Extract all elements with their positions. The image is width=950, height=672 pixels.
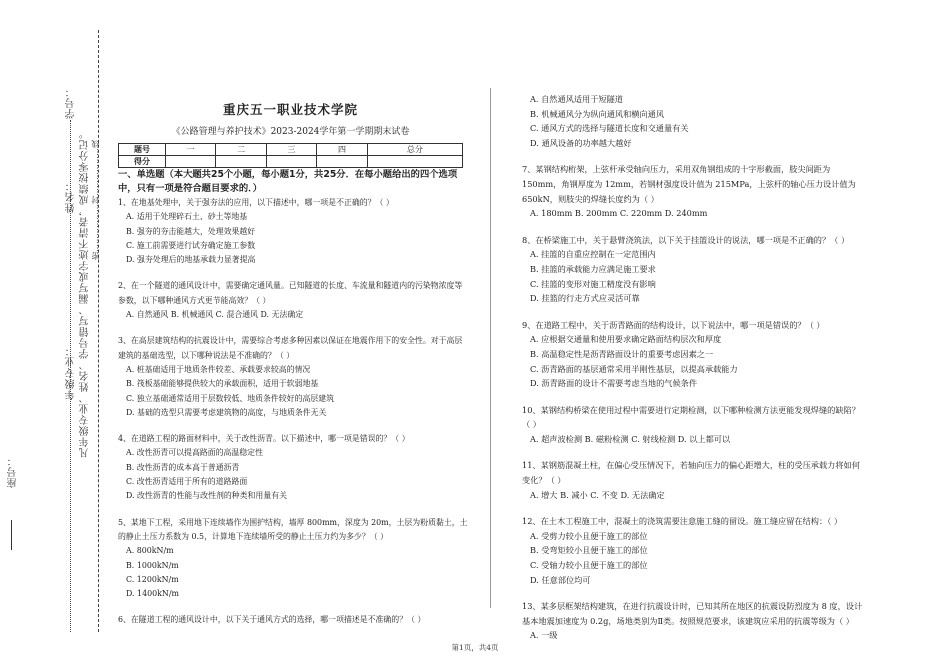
column-divider	[490, 88, 491, 608]
score-cell: 得分	[119, 156, 166, 168]
answer-option[interactable]: A. 增大 B. 减小 C. 不变 D. 无法确定	[530, 489, 665, 500]
question-item	[522, 233, 867, 306]
question-item	[522, 318, 867, 391]
answer-option[interactable]: A. 改性沥青可以提高路面的高温稳定性	[126, 448, 263, 458]
binding-dashed-line	[98, 30, 99, 632]
answer-option[interactable]: A. 一级	[530, 630, 558, 641]
question-stem: 5、某地下工程，采用地下连续墙作为围护结构，墙厚 800mm，深度为 20m，土层为粉质黏土，土的静止土压力系数为 0.5，计算地下连续墙所受的静止土压力约为多少？（ ）	[118, 517, 468, 541]
score-cell[interactable]	[216, 156, 266, 168]
answer-option[interactable]: A. 自然通风 B. 机械通风 C. 混合通风 D. 无法确定	[126, 310, 304, 320]
answer-option[interactable]: C. 改性沥青适用于所有的道路路面	[126, 477, 248, 487]
score-cell: 题号	[119, 144, 166, 156]
score-cell[interactable]	[317, 156, 367, 168]
answer-option[interactable]: D. 1400kN/m	[126, 589, 179, 599]
question-item	[522, 403, 867, 447]
answer-option[interactable]: C. 独立基础通常适用于层数较低、地质条件较好的高层建筑	[126, 393, 335, 403]
answer-option[interactable]: B. 筏板基础能够提供较大的承载面积，适用于软弱地基	[126, 379, 319, 389]
question-stem: 11、某钢筋混凝土柱，在偏心受压情况下，若轴向压力的偏心距增大，柱的受压承载力将如何变化？（ ）	[522, 460, 860, 486]
answer-option[interactable]: B. 挂篮的承载能力应满足施工要求	[530, 263, 656, 274]
score-cell[interactable]	[367, 156, 462, 168]
question-stem: 8、在桥梁施工中，关于悬臂浇筑法，以下关于挂篮设计的说法，哪一项是不正确的？（ ）	[522, 234, 850, 245]
question-stem: 13、某多层框架结构建筑，在进行抗震设计时，已知其所在地区的抗震设防烈度为 8 度，设计基本地震加速度为 0.2g，场地类别为Ⅱ类。按照规范要求，该建筑应采用的抗震等级为（ ）	[522, 601, 863, 626]
answer-option[interactable]: C. 挂篮的变形对施工精度没有影响	[530, 278, 656, 289]
score-table	[118, 143, 463, 168]
question-stem: 9、在道路工程中，关于沥青路面的结构设计，以下说法中，哪一项是错误的？（ ）	[522, 319, 825, 330]
answer-option[interactable]: D. 沥青路面的设计不需要考虑当地的气候条件	[530, 378, 698, 389]
binding-warning: 凡年级专业、姓名、学号错写、漏写或字迹不清者，成绩按零分记。	[80, 128, 91, 458]
question-item	[118, 279, 468, 322]
binding-margin	[0, 0, 112, 672]
question-item	[118, 613, 468, 627]
answer-option[interactable]: D. 任意部位均可	[530, 574, 591, 585]
section-1-title: 一、单选题（本大题共25个小题，每小题1分，共25分．在每小题给出的四个选项中，只有一项是符合题目要求的．）	[118, 169, 458, 194]
answer-option[interactable]: B. 高温稳定性是沥青路面设计的重要考虑因素之一	[530, 348, 714, 359]
question-item	[118, 334, 468, 420]
question-stem: 2、在一个隧道的通风设计中，需要确定通风量。已知隧道的长度、车流量和隧道内的污染物浓度等参数，以下哪种通风方式更节能高效？（ ）	[118, 281, 463, 305]
score-cell: 二	[216, 144, 266, 156]
answer-option[interactable]: C. 沥青路面的基层通常采用半刚性基层，以提高承载能力	[530, 363, 738, 374]
school-title: 重庆五一职业技术学院	[222, 102, 358, 117]
question-stem: 10、某钢结构桥梁在使用过程中需要进行定期检测，以下哪种检测方法更能发现焊缝的缺陷？（ ）	[522, 404, 860, 430]
answer-option[interactable]: D. 挂篮的行走方式应灵活可靠	[530, 293, 640, 304]
score-cell[interactable]	[266, 156, 316, 168]
answer-option[interactable]: A. 受剪力较小且便于施工的部位	[530, 530, 648, 541]
score-value-row	[119, 156, 463, 168]
question-item	[118, 196, 468, 267]
student-id-label: 学号：	[66, 86, 77, 119]
question-stem: 6、在隧道工程的通风设计中，以下关于通风方式的选择，哪一项描述是不准确的？（ ）	[118, 615, 426, 625]
score-cell: 三	[266, 144, 316, 156]
answer-option[interactable]: A. 适用于处理碎石土、砂土等地基	[126, 212, 248, 222]
answer-option[interactable]: C. 通风方式的选择与隧道长度和交通量有关	[530, 123, 689, 134]
answer-option[interactable]: B. 改性沥青的成本高于普通沥青	[126, 462, 240, 472]
question-stem: 7、某钢结构桁架，上弦杆承受轴向压力，采用双角钢组成的十字形截面，肢尖间距为 150mm，角钢厚度为 12mm，若钢材强度设计值为 215MPa，上弦杆的轴心压力设计值为 650kN，则肢尖的焊缝长度约为（ ）	[522, 164, 856, 204]
answer-option[interactable]: C. 施工前需要进行试夯确定施工参数	[126, 240, 256, 250]
answer-option[interactable]: A. 桩基础适用于地质条件较差、承载要求较高的情况	[126, 364, 311, 374]
seat-line	[6, 520, 17, 550]
question-item	[522, 92, 867, 150]
page-footer: 第1页，共4页	[451, 643, 499, 652]
question-item	[522, 599, 867, 643]
answer-option[interactable]: D. 强夯处理后的地基承载力显著提高	[126, 255, 256, 265]
question-item	[522, 162, 867, 220]
answer-option[interactable]: B. 受弯矩较小且便于施工的部位	[530, 545, 648, 556]
question-item	[522, 514, 867, 587]
question-stem: 1、在地基处理中，关于强夯法的应用，以下描述中，哪一项是不正确的？（ ）	[118, 198, 394, 207]
score-cell: 一	[166, 144, 216, 156]
left-question-column	[118, 196, 468, 640]
answer-option[interactable]: A. 800kN/m	[126, 546, 174, 556]
question-item	[118, 516, 468, 602]
score-header-row	[119, 144, 463, 156]
answer-option[interactable]: C. 1200kN/m	[126, 574, 179, 584]
question-item	[522, 458, 867, 502]
answer-option[interactable]: A. 应根据交通量和使用要求确定路面结构层次和厚度	[530, 334, 722, 345]
answer-option[interactable]: B. 1000kN/m	[126, 560, 179, 570]
seat-label: 座号：	[8, 455, 19, 488]
answer-option[interactable]: D. 改性沥青的性能与改性剂的种类和用量有关	[126, 491, 287, 501]
answer-option[interactable]: A. 挂篮的自重应控制在一定范围内	[530, 249, 656, 260]
answer-option[interactable]: B. 机械通风分为纵向通风和横向通风	[530, 108, 665, 119]
right-question-column	[522, 92, 867, 655]
seal-line-text: 密………………封………………线	[91, 140, 100, 260]
score-cell[interactable]	[166, 156, 216, 168]
question-stem: 12、在土木工程施工中，混凝土的浇筑需要注意施工缝的留设。施工缝应留在结构：（ ）	[522, 516, 843, 527]
answer-option[interactable]: A. 自然通风适用于短隧道	[530, 94, 623, 104]
class-label: 年级专业：	[66, 345, 77, 400]
answer-option[interactable]: B. 强夯的夯击能越大，处理效果越好	[126, 226, 256, 236]
question-item	[118, 432, 468, 503]
name-label: 姓名：	[66, 180, 77, 213]
answer-option[interactable]: A. 超声波检测 B. 磁粉检测 C. 射线检测 D. 以上都可以	[530, 433, 731, 444]
score-cell: 四	[317, 144, 367, 156]
answer-option[interactable]: D. 通风设备的功率越大越好	[530, 137, 632, 148]
answer-option[interactable]: C. 受轴力较小且便于施工的部位	[530, 560, 648, 571]
answer-option[interactable]: A. 180mm B. 200mm C. 220mm D. 240mm	[530, 208, 708, 219]
score-cell: 总分	[367, 144, 462, 156]
answer-option[interactable]: D. 基础的选型只需要考虑建筑物的高度，与地质条件无关	[126, 407, 327, 417]
exam-subtitle: 《公路管理与养护技术》2023-2024学年第一学期期末试卷	[171, 127, 410, 137]
question-stem: 3、在高层建筑结构的抗震设计中，需要综合考虑多种因素以保证在地震作用下的安全性。对于高层建筑的基础选型，以下哪种说法是不准确的？（ ）	[118, 336, 463, 360]
question-stem: 4、在道路工程的路面材料中，关于改性沥青。以下描述中，哪一项是错误的？（ ）	[118, 434, 410, 444]
